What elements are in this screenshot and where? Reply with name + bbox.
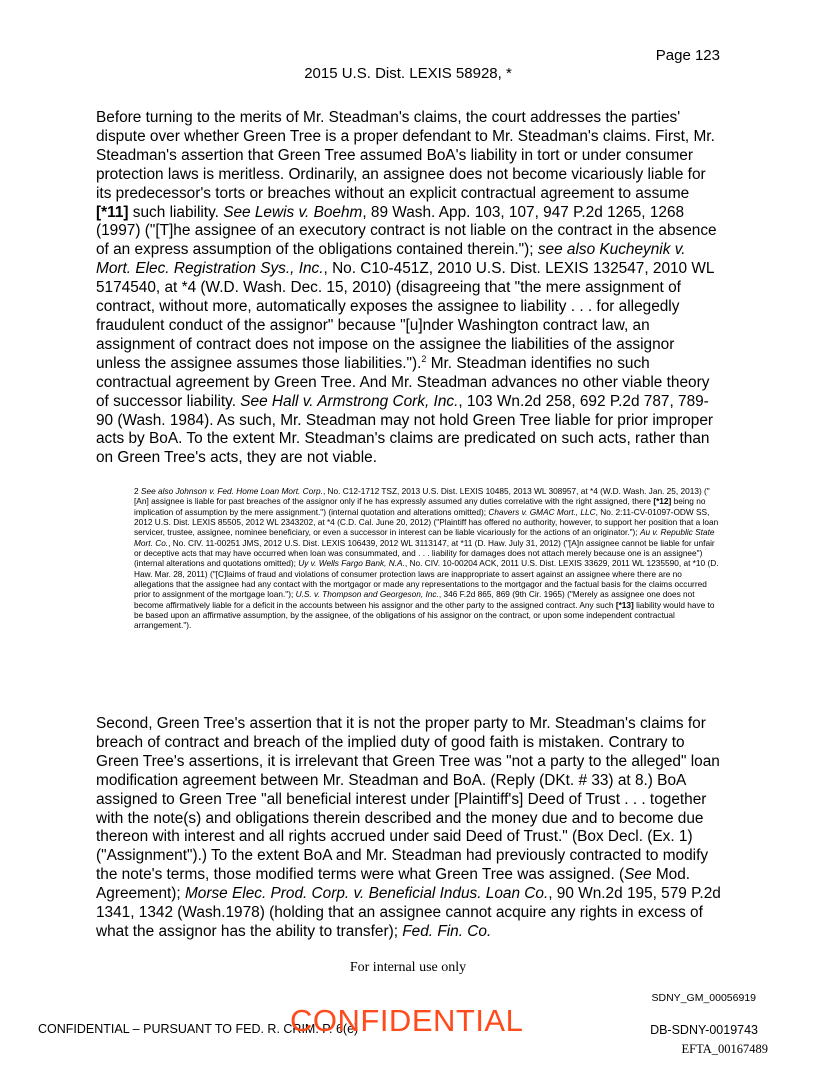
footnote-text-7: liability would have to be based upon an affirmative assumption, by the assignee, of the obligations of his assignor on the contract, or upon some independent contractual arrangement."). bbox=[134, 599, 715, 631]
footnote-reference[interactable]: 2 bbox=[421, 353, 427, 364]
para1-text-1: Before turning to the merits of Mr. Steadman's claims, the court addresses the parties' dispute over whether Green Tree is a proper defendant to Mr. Steadman's claims. First, Mr. Steadman's assertion that Green Tree assumed BoA's liability in tort or under consumer protection laws is meritless. Ordinarily, an assignee does not become vicariously liable for its predecessor's torts or breaches without an explicit contractual agreement to assume bbox=[96, 109, 715, 202]
bates-number-db-sdny: DB-SDNY-0019743 bbox=[650, 1023, 758, 1037]
confidentiality-legend: CONFIDENTIAL – PURSUANT TO FED. R. CRIM. P. 6(e) bbox=[38, 1022, 359, 1036]
para2-text-2: Mod. Agreement); bbox=[96, 866, 691, 903]
footnote-text-3: , No. 2:11-CV-01097-ODW SS, 2012 U.S. Dist. LEXIS 85505, 2012 WL 2343202, at *4 (C.D. Cal. June 20, 2012) ("Plaintiff has offered no authority, however, to support her position that a loan servicer, trustee, assignee, nominee beneficiary, or even a successor in interest can be liable vicariously for the actions of an originator."); bbox=[134, 506, 719, 538]
footnote-2 bbox=[134, 486, 722, 631]
para1-text-2: such liability. bbox=[128, 203, 224, 221]
citation-fed-fin[interactable]: Fed. Fin. Co. bbox=[402, 922, 492, 940]
footnote-number: 2 bbox=[134, 486, 141, 496]
citation-morse[interactable]: Morse Elec. Prod. Corp. v. Beneficial Indus. Loan Co. bbox=[184, 885, 549, 903]
body-paragraph-2 bbox=[96, 715, 722, 942]
star-page-11: [*11] bbox=[96, 203, 129, 221]
footnote-text-2: being no implication of assumption by the mere assignment.") (internal quotation and alterations omitted); bbox=[134, 496, 706, 517]
internal-use-notice: For internal use only bbox=[349, 960, 467, 975]
citation-chavers[interactable]: Chavers v. GMAC Mort., LLC bbox=[488, 506, 596, 517]
star-page-12: [*12] bbox=[653, 496, 672, 507]
para2-text-3: , 90 Wn.2d 195, 579 P.2d 1341, 1342 (Wash.1978) (holding that an assignee cannot acquire any rights in excess of what the assignor has the ability to transfer); bbox=[96, 885, 721, 940]
citation-johnson[interactable]: See also Johnson v. Fed. Home Loan Mort. Corp. bbox=[140, 486, 323, 496]
para1-text-6: , 103 Wn.2d 258, 692 P.2d 787, 789-90 (Wash. 1984). As such, Mr. Steadman may not hold Green Tree liable for prior improper acts by BoA. To the extent Mr. Steadman's claims are predicated on such acts, rather than on Green Tree's acts, they are not viable. bbox=[96, 392, 714, 467]
footnote-text-4: , No. CIV. 11-00251 JMS, 2012 U.S. Dist. LEXIS 106439, 2012 WL 3113147, at *11 (D. Haw. July 31, 2012) ("[A]n assignee cannot be liable for unfair or deceptive acts that may have occurred when loan was consummated, and . . . liability for damages does not attach merely because one is an assignee") (internal alterations and quotations omitted); bbox=[134, 537, 715, 569]
para1-text-3: , 89 Wash. App. 103, 107, 947 P.2d 1265, 1268 (1997) ("[T]he assignee of an executory contract is not liable on the contract in the absence of an express assumption of the obligations contained therein."); bbox=[96, 203, 717, 259]
bates-number-sdny-gm: SDNY_GM_00056919 bbox=[651, 992, 756, 1004]
confidential-stamp: CONFIDENTIAL bbox=[290, 1003, 524, 1038]
citation-lewis[interactable]: See Lewis v. Boehm bbox=[223, 203, 363, 221]
para1-text-5: Mr. Steadman identifies no such contractual agreement by Green Tree. And Mr. Steadman advances no other viable theory of successor liability. bbox=[96, 354, 710, 410]
footnote-text-1: , No. C12-1712 TSZ, 2013 U.S. Dist. LEXIS 10485, 2013 WL 308957, at *4 (W.D. Wash. Jan. 25, 2013) ("[An] assignee is liable for past breaches of the assignor only if he has expressly assumed any duties correlative with the right assigned, there bbox=[134, 486, 710, 507]
case-citation-header: 2015 U.S. Dist. LEXIS 58928, * bbox=[304, 65, 512, 82]
citation-thompson[interactable]: U.S. v. Thompson and Georgeson, Inc. bbox=[295, 589, 439, 600]
citation-hall[interactable]: See Hall v. Armstrong Cork, Inc. bbox=[240, 392, 459, 410]
signal-see: See bbox=[624, 866, 652, 884]
body-paragraph-1 bbox=[96, 109, 722, 468]
page-number: Page 123 bbox=[655, 47, 720, 64]
star-page-13: [*13] bbox=[615, 599, 634, 610]
citation-uy[interactable]: Uy v. Wells Fargo Bank, N.A. bbox=[298, 558, 405, 569]
citation-kucheynik[interactable]: see also Kucheynik v. Mort. Elec. Registration Sys., Inc. bbox=[96, 241, 686, 278]
footnote-text-6: , 346 F.2d 865, 869 (9th Cir. 1965) ("Merely as assignee one does not become affirmatively liable for a deficit in the accounts between his assignor and the other party to the assigned contract. Any such bbox=[134, 589, 695, 610]
citation-au[interactable]: Au v. Republic State Mort. Co. bbox=[134, 527, 715, 548]
para2-text-1: Second, Green Tree's assertion that it is not the proper party to Mr. Steadman's claims for breach of contract and breach of the implied duty of good faith is mistaken. Contrary to Green Tree's assertions, it is irrelevant that Green Tree was "not a party to the alleged" loan modification agreement between Mr. Steadman and BoA. (Reply (DKt. # 33) at 8.) BoA assigned to Green Tree "all beneficial interest under [Plaintiff's] Deed of Trust . . . together with the note(s) and obligations therein described and the money due and to become due thereon with interest and all rights accrued under said Deed of Trust." (Box Decl. (Ex. 1) ("Assignment").) To the extent BoA and Mr. Steadman had previously contracted to modify the note's terms, those modified terms were what Green Tree was assigned. ( bbox=[96, 715, 720, 884]
efta-number: EFTA_00167489 bbox=[681, 1042, 768, 1056]
para1-text-4: , No. C10-451Z, 2010 U.S. Dist. LEXIS 132547, 2010 WL 5174540, at *4 (W.D. Wash. Dec. 15, 2010) (disagreeing that "the mere assignment of contract, without more, automatically exposes the assignee to liability . . . for allegedly fraudulent conduct of the assignor" because "[u]nder Washington contract law, an assignment of contract does not impose on the assignee the liabilities of the assignor unless the assignee assumes those liabilities."). bbox=[96, 260, 714, 372]
footnote-text-5: , No. CIV. 10-00204 ACK, 2011 U.S. Dist. LEXIS 33629, 2011 WL 1235590, at *10 (D. Haw. Mar. 28, 2011) ("[C]laims of fraud and violations of consumer protection laws are inappropriate to assert against an assignee where there are no allegations that the assignee had any contact with the mortgagor or made any representations to the mortgagor and the factual basis for the claims occurred prior to assignment of the mortgage loan."); bbox=[134, 558, 719, 600]
